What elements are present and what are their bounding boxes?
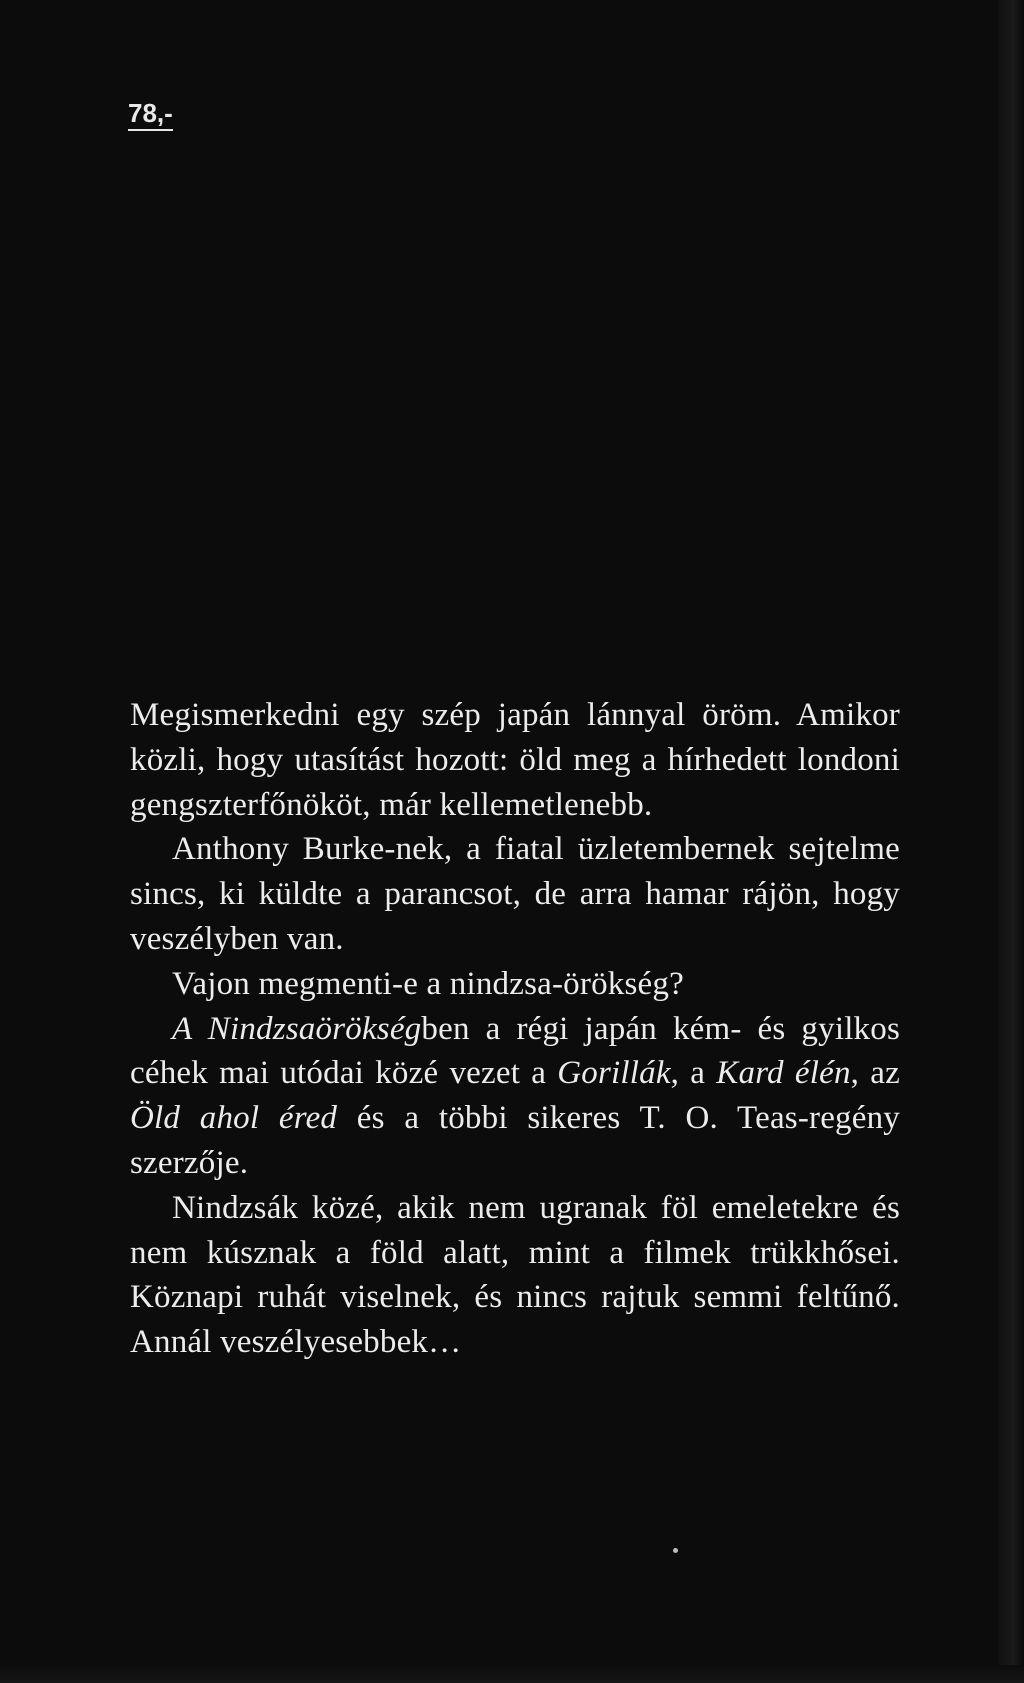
price-label: 78,- (128, 98, 173, 131)
cover-edge-right (998, 0, 1024, 1683)
blurb-paragraph (130, 827, 900, 961)
dust-speck (673, 1548, 678, 1553)
blurb-title-italic: Öld ahol éred (130, 1100, 338, 1137)
blurb-title-italic: Gorillák (557, 1055, 671, 1092)
blurb-paragraph (130, 962, 900, 1007)
blurb-title-italic: Kard élén (716, 1055, 851, 1092)
blurb-text-segment: és a többi sikeres T. O. Teas-regény szerzője. (130, 1100, 901, 1181)
blurb-text-segment: Megismerkedni egy szép japán lánnyal öröm. Amikor közli, hogy utasítást hozott: öld meg a hírhedett londoni gengszterfőnököt, már kellemetlenebb. (130, 697, 900, 823)
blurb-title-italic: A Nindzsaörökség (172, 1010, 422, 1047)
blurb-paragraph (130, 1007, 900, 1186)
blurb-text-segment: Anthony Burke-nek, a fiatal üzletembernek sejtelme sincs, ki küldte a parancsot, de arra hamar rájön, hogy veszélyben van. (130, 831, 900, 957)
blurb-text (130, 693, 900, 1365)
blurb-text-segment: ben a régi japán kém- és gyilkos céhek mai utódai közé vezet a (130, 1010, 900, 1092)
blurb-text-segment: , a (670, 1055, 717, 1092)
blurb-text-segment: , az (850, 1055, 900, 1092)
cover-edge-bottom (0, 1665, 1024, 1683)
blurb-paragraph (130, 1186, 900, 1365)
blurb-paragraph (130, 693, 900, 827)
blurb-text-segment: Vajon megmenti-e a nindzsa-örökség? (172, 965, 684, 1002)
blurb-text-segment: Nindzsák közé, akik nem ugranak föl emeletekre és nem kúsznak a föld alatt, mint a filmek trükkhősei. Köznapi ruhát viselnek, és nincs rajtuk semmi feltűnő. Annál veszélyesebbek… (130, 1189, 900, 1361)
